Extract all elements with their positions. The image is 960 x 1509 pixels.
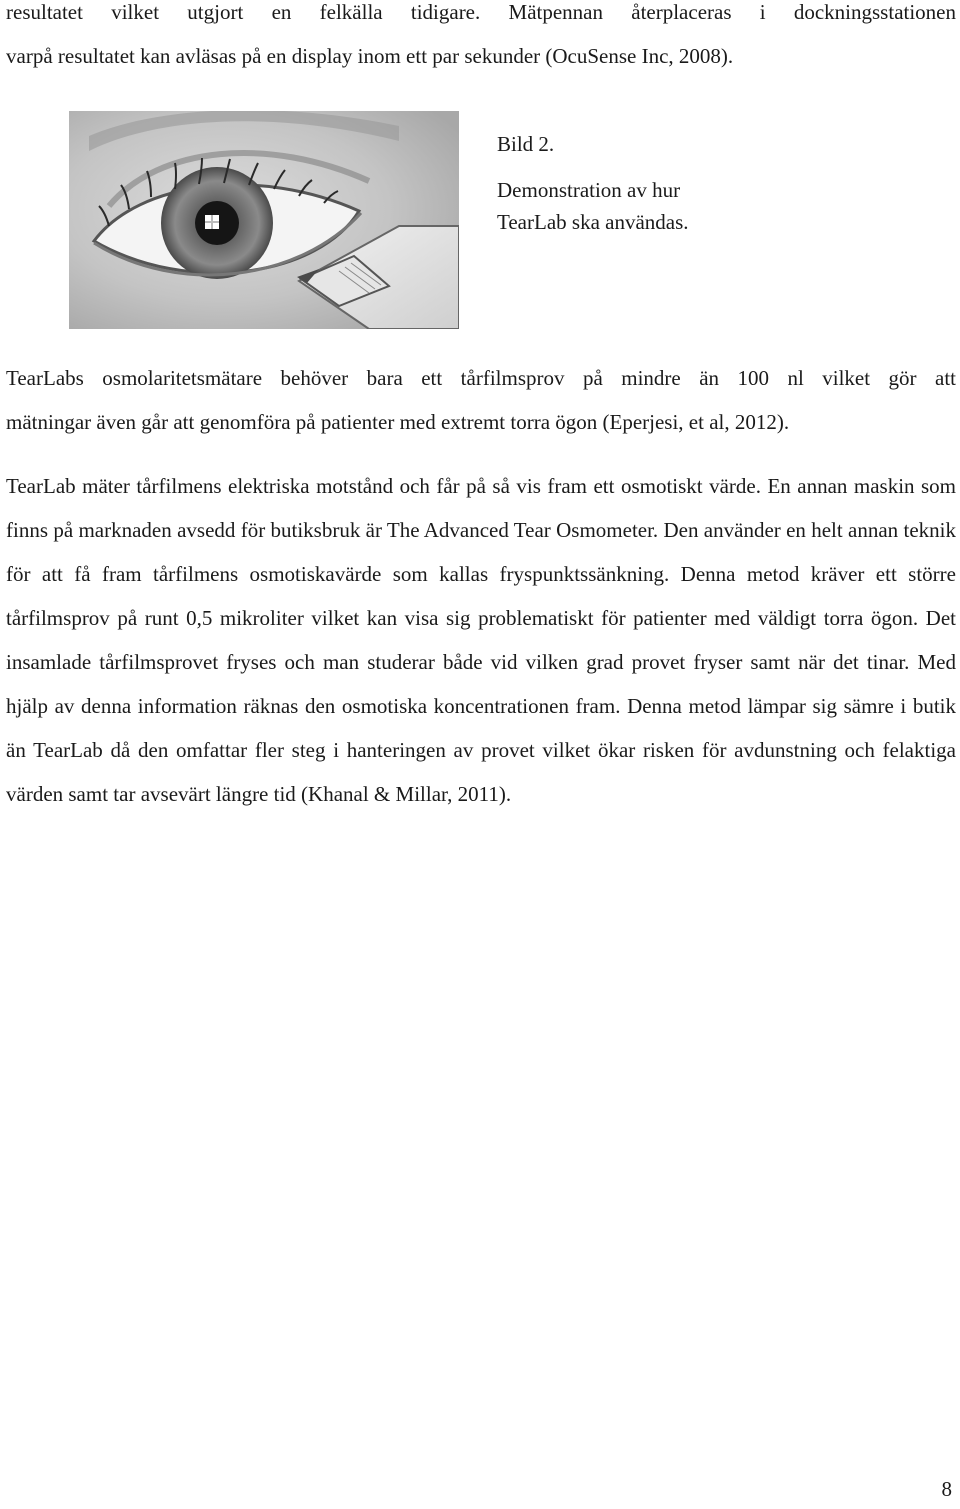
page-number: 8 bbox=[941, 1477, 952, 1501]
figure-caption bbox=[497, 128, 817, 238]
figure-caption-line-2: TearLab ska användas. bbox=[497, 210, 689, 234]
paragraph-osmometer: TearLab mäter tårfilmens elektriska motstånd och får på så vis fram ett osmotiskt värde. En annan maskin som finns på marknaden avsedd för butiksbruk är The Advanced Tear Osmometer. Den använder en helt annan teknik för att få fram tårfilmens osmotiskavärde som kallas fryspunktssänkning. Denna metod kräver ett större tårfilmsprov på runt 0,5 mikroliter vilket kan visa sig problematiskt för patienter med väldigt torra ögon. Det insamlade tårfilmsprovet fryses och man studerar både vid vilken grad provet fryser samt när det tinar. Med hjälp av denna information räknas den osmotiska koncentrationen fram. Denna metod lämpar sig sämre i butik än TearLab då den omfattar fler steg i hanteringen av provet vilket ökar risken för avdunstning och felaktiga värden samt tar avsevärt längre tid (Khanal & Millar, 2011). bbox=[6, 474, 956, 806]
paragraph-tearlab-sample bbox=[6, 356, 956, 444]
top-paragraph-line-2: varpå resultatet kan avläsas på en display inom ett par sekunder (OcuSense Inc, 2008). bbox=[6, 44, 734, 68]
figure-caption-line-1: Demonstration av hur bbox=[497, 178, 681, 202]
top-paragraph bbox=[6, 0, 956, 78]
figure-label: Bild 2. bbox=[497, 132, 555, 156]
top-paragraph-line-1: resultatet vilket utgjort en felkälla tidigare. Mätpennan återplaceras i dockningsstationen bbox=[6, 0, 956, 24]
paragraph-2-line-2: mätningar även går att genomföra på patienter med extremt torra ögon (Eperjesi, et al, 2012). bbox=[6, 410, 790, 434]
eye-illustration-figure bbox=[69, 111, 459, 329]
paragraph-2-line-1: TearLabs osmolaritetsmätare behöver bara ett tårfilmsprov på mindre än 100 nl vilket gör att bbox=[6, 366, 956, 390]
eye-with-tearlab-pen-illustration-icon bbox=[69, 111, 459, 329]
